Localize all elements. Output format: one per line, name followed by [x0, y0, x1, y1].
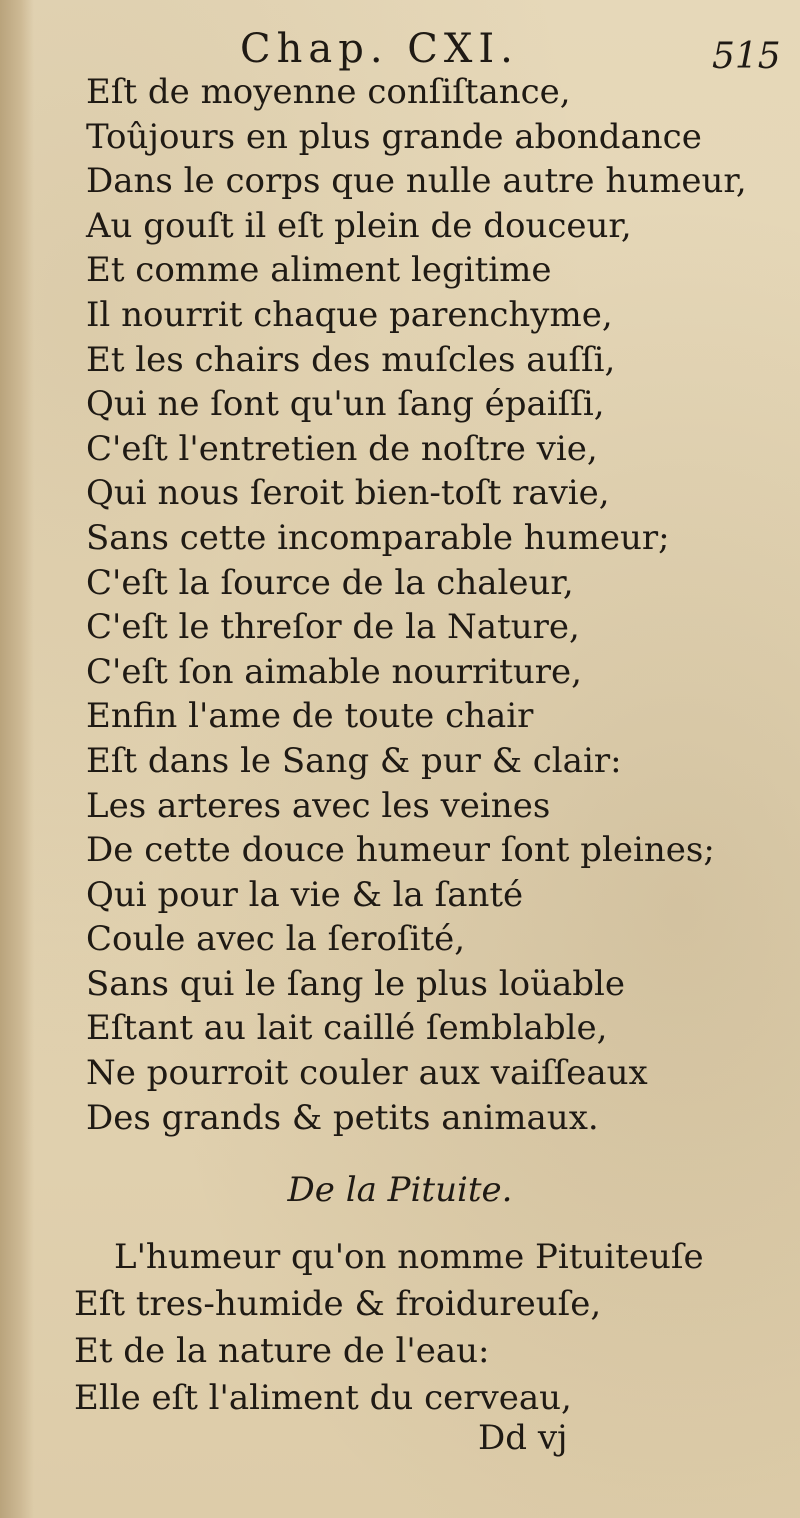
verse-block	[86, 70, 776, 1140]
page-gutter	[0, 0, 34, 1518]
verse-line: Eſt de moyenne conſiſtance,	[86, 72, 571, 112]
verse-line: Ne pourroit couler aux vaiſſeaux	[86, 1053, 648, 1094]
verse-line: Toûjours en plus grande abondance	[86, 116, 702, 157]
page-number: 515	[712, 36, 781, 77]
verse-line: C'eſt le threſor de la Nature,	[86, 607, 580, 648]
verse-line: C'eſt l'entretien de noſtre vie,	[86, 428, 598, 469]
verse-line: Et de la nature de l'eau:	[74, 1331, 490, 1371]
verse-line: L'humeur qu'on nomme Pituiteuſe	[114, 1237, 704, 1277]
verse-line: Sans cette incomparable humeur;	[86, 517, 670, 558]
verse-line: Et comme aliment legitime	[86, 250, 552, 291]
verse-line: Au gouſt il eſt plein de douceur,	[86, 205, 632, 246]
verse-line: Eſt tres-humide & froidureuſe,	[74, 1284, 602, 1324]
verse-line: Dans le corps que nulle autre humeur,	[86, 161, 747, 202]
verse-line: Sans qui le ſang le plus loüable	[86, 963, 626, 1004]
verse-block-pituite	[74, 1234, 774, 1422]
running-head: Chap. CXI.	[240, 26, 519, 72]
verse-line: Qui ne ſont qu'un ſang épaiſſi,	[86, 384, 605, 425]
verse-line: Eſt dans le Sang & pur & clair:	[86, 740, 622, 781]
section-title: De la Pituite.	[287, 1170, 513, 1210]
verse-line: Qui nous ſeroit bien-toſt ravie,	[86, 473, 610, 514]
verse-line: Et les chairs des muſcles auſſi,	[86, 339, 616, 380]
verse-line: Enfin l'ame de toute chair	[86, 696, 534, 737]
verse-line: Elle eſt l'aliment du cerveau,	[74, 1378, 572, 1418]
verse-line: Les arteres avec les veines	[86, 785, 551, 826]
verse-line: Il nourrit chaque parenchyme,	[86, 294, 613, 335]
verse-line: Qui pour la vie & la ſanté	[86, 874, 524, 915]
verse-line: De cette douce humeur ſont pleines;	[86, 830, 715, 871]
verse-line: C'eſt ſon aimable nourriture,	[86, 651, 582, 692]
verse-line: Coule avec la ſeroſité,	[86, 919, 466, 960]
signature-mark: Dd vj	[478, 1418, 568, 1458]
verse-line: Eſtant au lait caillé ſemblable,	[86, 1008, 608, 1049]
verse-line: Des grands & petits animaux.	[86, 1097, 599, 1138]
verse-line: C'eſt la ſource de la chaleur,	[86, 562, 574, 603]
